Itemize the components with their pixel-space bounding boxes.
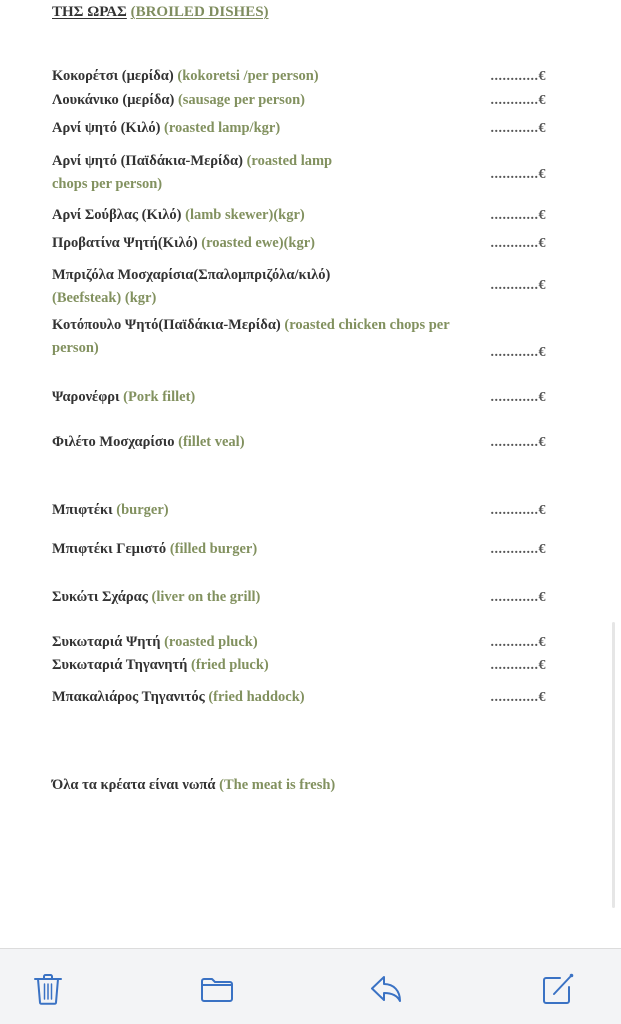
item-english: (sausage per person) xyxy=(177,92,305,108)
folder-icon xyxy=(199,971,235,1007)
reply-button[interactable] xyxy=(367,969,407,1009)
menu-item xyxy=(52,431,592,454)
menu-item xyxy=(52,204,592,227)
item-english: (fried haddock) xyxy=(208,689,305,705)
item-english: (roasted chicken chops per person) xyxy=(52,317,450,356)
menu-item xyxy=(52,117,592,140)
item-greek: Μπακαλιάρος Τηγανιτός xyxy=(52,689,205,705)
item-english: (roasted pluck) xyxy=(164,634,258,650)
item-english: (roasted ewe)(kgr) xyxy=(201,235,315,251)
item-greek: Συκωταριά Τηγανητή xyxy=(52,657,188,673)
item-price: ............€ xyxy=(490,635,546,650)
item-english: (lamb skewer)(kgr) xyxy=(185,207,305,223)
item-greek: Ψαρονέφρι xyxy=(52,389,120,405)
item-greek: Μπιφτέκι xyxy=(52,502,113,518)
compose-button[interactable] xyxy=(538,969,578,1009)
menu-item xyxy=(52,232,592,255)
item-greek: Κοκορέτσι (μερίδα) xyxy=(52,68,174,84)
item-price: ............€ xyxy=(490,208,546,223)
move-to-folder-button[interactable] xyxy=(197,969,237,1009)
item-price: ............€ xyxy=(490,590,546,605)
reply-icon xyxy=(369,971,405,1007)
menu-item xyxy=(52,89,592,112)
freshness-note xyxy=(52,777,335,794)
item-price: ............€ xyxy=(490,435,546,450)
trash-icon xyxy=(30,971,66,1007)
note-english: (The meat is fresh) xyxy=(219,777,336,793)
menu-item xyxy=(52,499,592,522)
scrollbar[interactable] xyxy=(612,622,615,908)
item-price: ............€ xyxy=(490,167,546,182)
item-price: ............€ xyxy=(490,658,546,673)
delete-button[interactable] xyxy=(28,969,68,1009)
menu-item xyxy=(52,631,592,654)
menu-item xyxy=(52,686,592,709)
item-price: ............€ xyxy=(490,690,546,705)
item-english: (burger) xyxy=(116,502,169,518)
item-english: (Beefsteak) (kgr) xyxy=(52,290,157,306)
item-english: (kokoretsi /per person) xyxy=(177,68,319,84)
item-greek: Λουκάνικο (μερίδα) xyxy=(52,92,175,108)
item-greek: Μπιφτέκι Γεμιστό xyxy=(52,541,167,557)
compose-icon xyxy=(540,971,576,1007)
item-price: ............€ xyxy=(490,390,546,405)
menu-item xyxy=(52,150,592,196)
item-greek: Αρνί ψητό (Παϊδάκια-Μερίδα) xyxy=(52,153,243,169)
item-greek: Αρνί Σούβλας (Κιλό) xyxy=(52,207,182,223)
item-greek: Μπριζόλα Μοσχαρίσια(Σπαλομπριζόλα/κιλό) xyxy=(52,267,331,283)
item-price: ............€ xyxy=(490,236,546,251)
item-greek: Αρνί ψητό (Κιλό) xyxy=(52,120,161,136)
item-english: (roasted lamp/kgr) xyxy=(164,120,281,136)
item-english: (liver on the grill) xyxy=(151,589,261,605)
item-greek: Προβατίνα Ψητή(Κιλό) xyxy=(52,235,198,251)
menu-item xyxy=(52,538,592,561)
heading-english: (BROILED DISHES) xyxy=(130,4,269,20)
item-price: ............€ xyxy=(490,278,546,293)
item-price: ............€ xyxy=(490,69,546,84)
menu-item xyxy=(52,586,592,609)
item-english: (roasted lamp chops per person) xyxy=(52,153,333,192)
menu-item xyxy=(52,314,592,360)
bottom-toolbar xyxy=(0,948,621,1024)
note-greek: Όλα τα κρέατα είναι νωπά xyxy=(52,777,216,793)
section-heading xyxy=(52,4,269,21)
item-greek: Κοτόπουλο Ψητό(Παϊδάκια-Μερίδα) xyxy=(52,317,281,333)
heading-greek: ΤΗΣ ΩΡΑΣ xyxy=(52,4,127,20)
item-greek: Συκωταριά Ψητή xyxy=(52,634,161,650)
item-price: ............€ xyxy=(490,542,546,557)
item-english: (fried pluck) xyxy=(191,657,269,673)
menu-item xyxy=(52,654,592,677)
menu-item xyxy=(52,65,592,88)
item-greek: Φιλέτο Μοσχαρίσιο xyxy=(52,434,175,450)
item-english: (Pork fillet) xyxy=(123,389,196,405)
item-price: ............€ xyxy=(490,93,546,108)
item-english: (filled burger) xyxy=(169,541,258,557)
menu-item xyxy=(52,386,592,409)
item-english: (fillet veal) xyxy=(178,434,245,450)
item-price: ............€ xyxy=(490,121,546,136)
item-price: ............€ xyxy=(490,503,546,518)
item-price: ............€ xyxy=(490,345,546,360)
item-greek: Συκώτι Σχάρας xyxy=(52,589,148,605)
menu-item xyxy=(52,264,592,310)
